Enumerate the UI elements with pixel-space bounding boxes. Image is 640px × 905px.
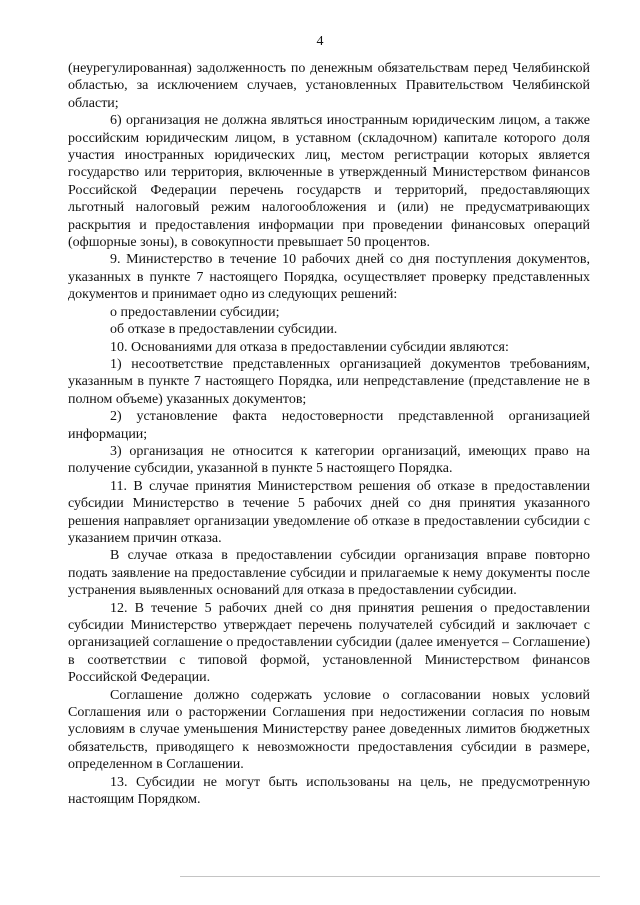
paragraph-clause-13-purpose: 13. Субсидии не могут быть использованы на цель, не предусмотренную настоящим Порядком. bbox=[68, 774, 590, 808]
page-number: 4 bbox=[316, 34, 324, 49]
paragraph-decision-grant: о предоставлении субсидии; bbox=[110, 304, 280, 320]
paragraph-clause-11-notice: 11. В случае принятия Министерством решения об отказе в предоставлении субсидии Министерство в течение 5 рабочих дней со дня принятия указанного решения направляет организации уведомление об отказе в предоставлении субсидии с указанием причин отказа. bbox=[68, 478, 590, 546]
scan-edge-line bbox=[180, 876, 600, 877]
paragraph-ground-2: 2) установление факта недостоверности представленной организацией информации; bbox=[68, 409, 590, 442]
paragraph-item-6-foreign-entity: 6) организация не должна являться иностранным юридическим лицом, а также российским юридическим лицом, в уставном (складочном) капитале которого доля участия иностранных юридических лиц, местом регистрации которых является государство или территория, включенные в утвержденный Министерством финансов Российской Федерации перечень государств и территорий, предоставляющих льготный налоговый режим налогообложения и (или) не предусматривающих раскрытия и предоставления информации при проведении финансовых операций (офшорные зоны), в совокупности превышает 50 процентов. bbox=[68, 113, 590, 251]
paragraph-ground-1: 1) несоответствие представленных организацией документов требованиям, указанным в пункте 7 настоящего Порядка, или непредставление (представление не в полном объеме) указанных документов; bbox=[68, 356, 590, 407]
document-body bbox=[68, 60, 590, 808]
paragraph-reapply: В случае отказа в предоставлении субсидии организация вправе повторно подать заявление на предоставление субсидии и прилагаемые к нему документы после устранения выявленных оснований для отказа в предоставлении субсидии. bbox=[68, 548, 590, 599]
paragraph-clause-10-grounds: 10. Основаниями для отказа в предоставлении субсидии являются: bbox=[110, 339, 509, 355]
paragraph-decision-refuse: об отказе в предоставлении субсидии. bbox=[110, 322, 338, 338]
paragraph-debt-continuation: (неурегулированная) задолженность по денежным обязательствам перед Челябинской областью, за исключением случаев, установленных Правительством Челябинской области; bbox=[68, 61, 590, 111]
paragraph-agreement-conditions: Соглашение должно содержать условие о согласовании новых условий Соглашения или о расторжении Соглашения при недостижении согласия по новым условиям в случае уменьшения Министерству ранее доведенных лимитов бюджетных обязательств, приводящего к невозможности предоставления субсидии в размере, определенном в Соглашении. bbox=[68, 687, 590, 773]
paragraph-clause-9-review: 9. Министерство в течение 10 рабочих дней со дня поступления документов, указанных в пункте 7 настоящего Порядка, осуществляет проверку представленных документов и принимает одно из следующих решений: bbox=[68, 252, 590, 303]
paragraph-clause-12-agreement: 12. В течение 5 рабочих дней со дня принятия решения о предоставлении субсидии Министерство утверждает перечень получателей субсидий и заключает с организацией соглашение о предоставлении субсидии (далее именуется – Соглашение) в соответствии с типовой формой, установленной Министерством финансов Российской Федерации. bbox=[68, 600, 590, 686]
paragraph-ground-3: 3) организация не относится к категории организаций, имеющих право на получение субсидии, указанной в пункте 5 настоящего Порядка. bbox=[68, 443, 590, 477]
